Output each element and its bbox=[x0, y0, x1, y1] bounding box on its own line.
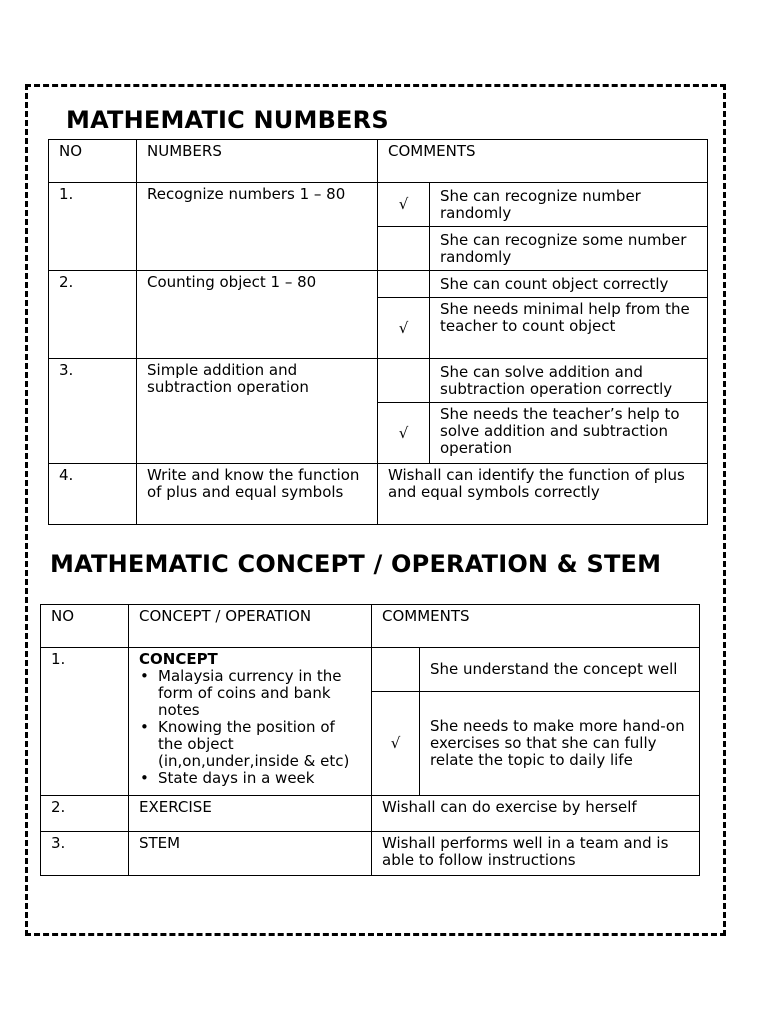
concept-cell bbox=[129, 648, 372, 796]
table-row bbox=[41, 796, 700, 832]
tick-mark: √ bbox=[372, 692, 420, 796]
comment-option: She can count object correctly bbox=[430, 271, 708, 298]
row-comment: Wishall performs well in a team and is able to follow instructions bbox=[372, 832, 700, 876]
row-item: Simple addition and subtraction operation bbox=[137, 359, 378, 464]
row-number: 4. bbox=[49, 464, 137, 525]
table-row bbox=[49, 359, 708, 403]
row-comment: Wishall can identify the function of plus and equal symbols correctly bbox=[378, 464, 708, 525]
header-no: NO bbox=[41, 605, 129, 648]
row-number: 1. bbox=[41, 648, 129, 796]
row-number: 1. bbox=[49, 183, 137, 271]
comment-option: She can recognize some number randomly bbox=[430, 227, 708, 271]
concept-heading: CONCEPT bbox=[139, 650, 218, 668]
tick-mark: √ bbox=[378, 298, 430, 359]
tick-mark bbox=[378, 271, 430, 298]
row-number: 2. bbox=[41, 796, 129, 832]
tick-mark bbox=[378, 227, 430, 271]
row-number: 2. bbox=[49, 271, 137, 359]
tick-mark: √ bbox=[378, 183, 430, 227]
section-title-concept-stem: MATHEMATIC CONCEPT / OPERATION & STEM bbox=[50, 550, 662, 578]
list-item: • Malaysia currency in the form of coins and bank notes bbox=[139, 668, 361, 719]
comment-option: She needs the teacher’s help to solve addition and subtraction operation bbox=[430, 403, 708, 464]
tick-mark: √ bbox=[378, 403, 430, 464]
table-header-row bbox=[49, 140, 708, 183]
header-comments: COMMENTS bbox=[378, 140, 708, 183]
table-row bbox=[49, 464, 708, 525]
concept-bullet-list bbox=[139, 668, 361, 787]
row-item: Recognize numbers 1 – 80 bbox=[137, 183, 378, 271]
row-comment: Wishall can do exercise by herself bbox=[372, 796, 700, 832]
header-concept: CONCEPT / OPERATION bbox=[129, 605, 372, 648]
row-item: Counting object 1 – 80 bbox=[137, 271, 378, 359]
comment-option: She understand the concept well bbox=[420, 648, 700, 692]
numbers-table bbox=[48, 139, 708, 525]
table-row bbox=[49, 183, 708, 227]
concept-table bbox=[40, 604, 700, 876]
table-row bbox=[49, 271, 708, 298]
tick-mark bbox=[378, 359, 430, 403]
section-title-numbers: MATHEMATIC NUMBERS bbox=[66, 106, 389, 134]
table-row bbox=[41, 832, 700, 876]
list-item: • State days in a week bbox=[139, 770, 361, 787]
comment-option: She can solve addition and subtraction operation correctly bbox=[430, 359, 708, 403]
header-numbers: NUMBERS bbox=[137, 140, 378, 183]
row-number: 3. bbox=[41, 832, 129, 876]
comment-option: She can recognize number randomly bbox=[430, 183, 708, 227]
row-number: 3. bbox=[49, 359, 137, 464]
table-row bbox=[41, 648, 700, 692]
header-comments: COMMENTS bbox=[372, 605, 700, 648]
row-item: EXERCISE bbox=[129, 796, 372, 832]
comment-option: She needs to make more hand-on exercises so that she can fully relate the topic to daily life bbox=[420, 692, 700, 796]
row-item: STEM bbox=[129, 832, 372, 876]
row-item: Write and know the function of plus and equal symbols bbox=[137, 464, 378, 525]
tick-mark bbox=[372, 648, 420, 692]
table-header-row bbox=[41, 605, 700, 648]
comment-option: She needs minimal help from the teacher to count object bbox=[430, 298, 708, 359]
header-no: NO bbox=[49, 140, 137, 183]
list-item: • Knowing the position of the object (in,on,under,inside & etc) bbox=[139, 719, 361, 770]
